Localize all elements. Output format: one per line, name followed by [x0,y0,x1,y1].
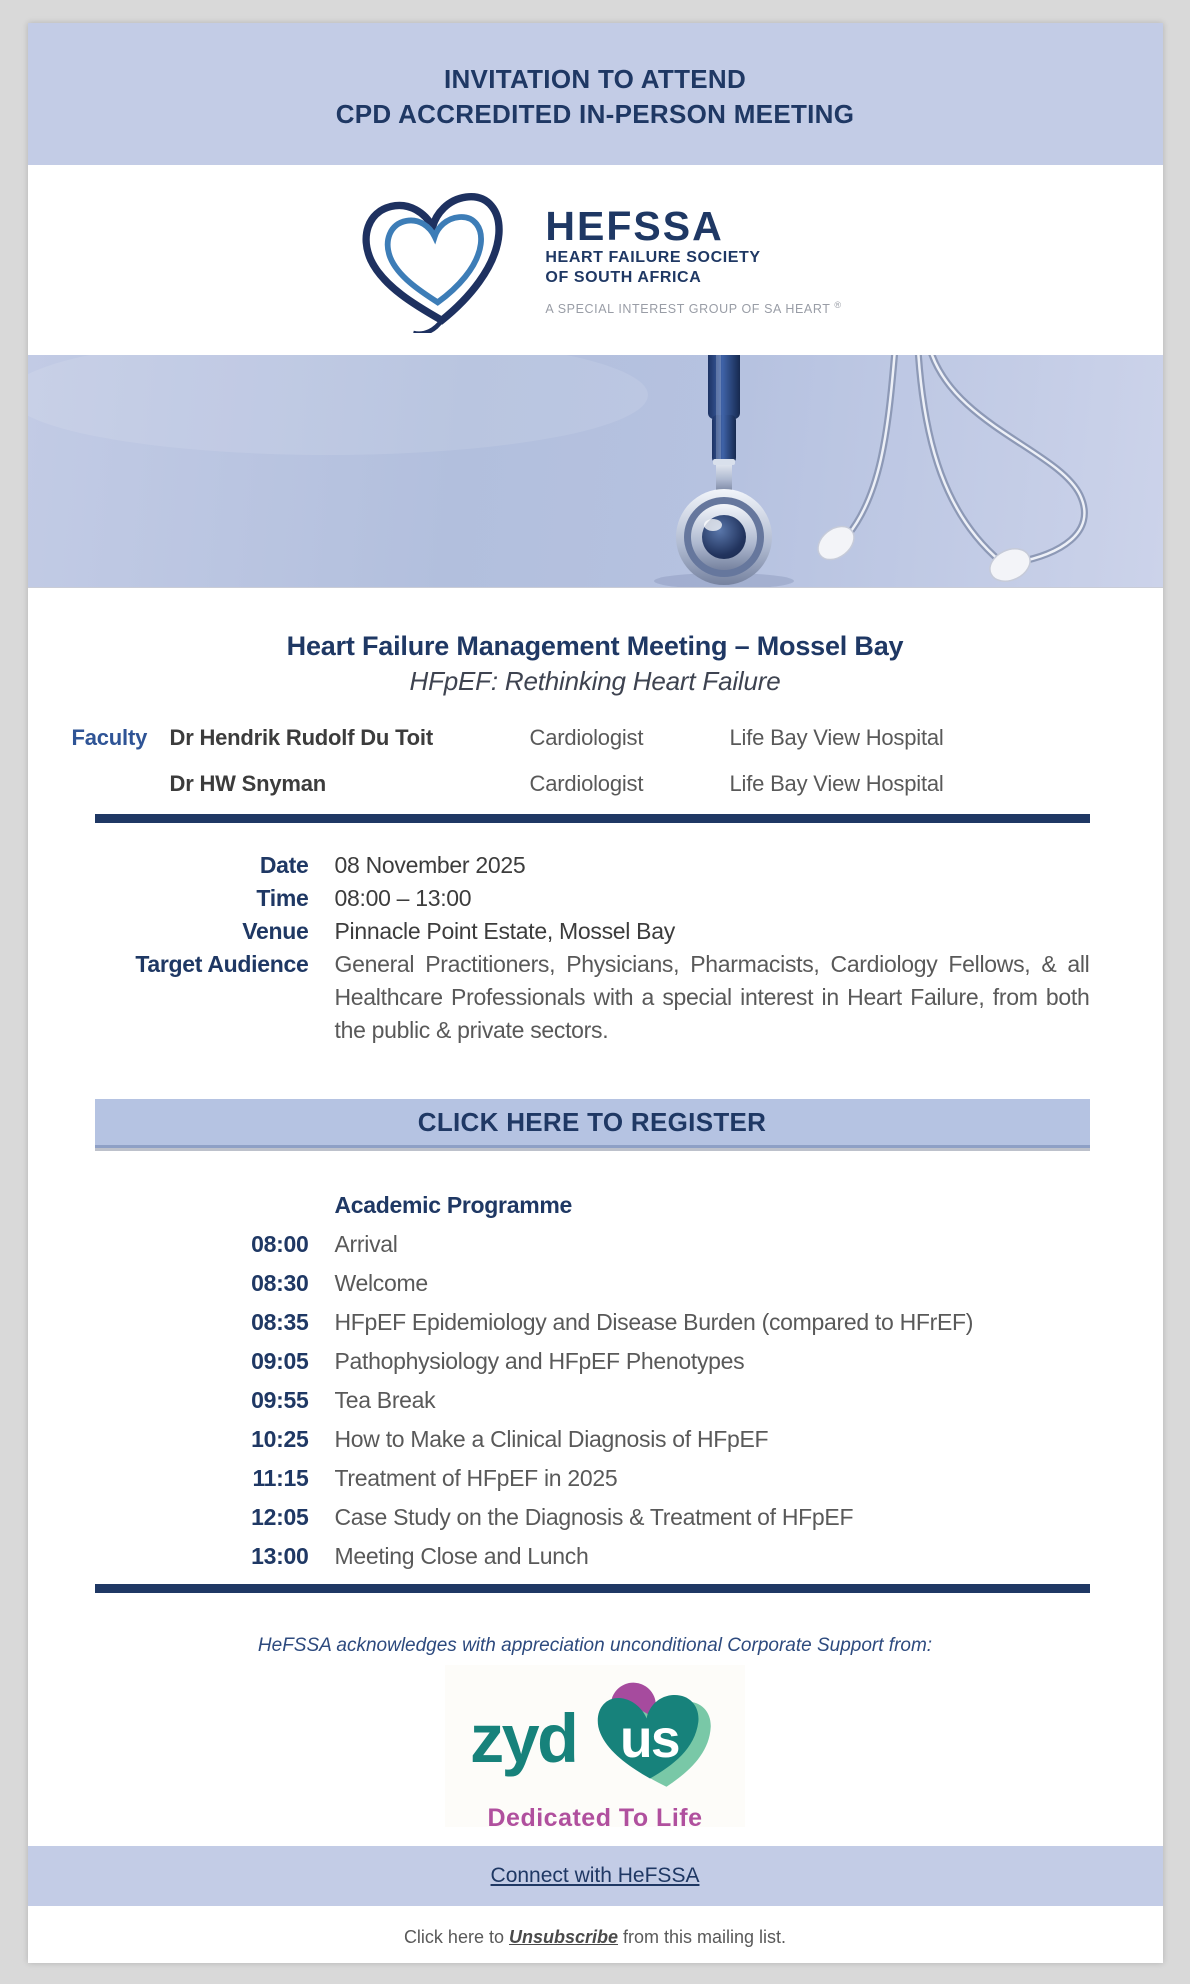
programme-time: 12:05 [251,1504,309,1530]
hefssa-name: HEFSSA [545,202,724,249]
register-button[interactable]: CLICK HERE TO REGISTER [95,1099,1090,1148]
faculty-label: Faculty [71,725,148,750]
event-title: Heart Failure Management Meeting – Mossel Bay [286,631,904,661]
sponsor-acknowledgement: HeFSSA acknowledges with appreciation unconditional Corporate Support from: [257,1635,933,1656]
unsubscribe-line [28,1924,1163,1950]
faculty-affiliation: Life Bay View Hospital [729,725,944,750]
programme-time: 08:00 [251,1231,309,1257]
hefssa-society-line2: OF SOUTH AFRICA [545,268,702,286]
programme-time: 13:00 [251,1543,309,1569]
zydus-name-part1: zyd [470,1700,577,1777]
programme-time: 10:25 [251,1426,309,1452]
programme-topic: Meeting Close and Lunch [334,1543,589,1569]
programme-topic: How to Make a Clinical Diagnosis of HFpEF [334,1426,769,1452]
hefssa-logo [28,165,1163,355]
programme-topic: Pathophysiology and HFpEF Phenotypes [334,1348,745,1374]
zydus-name-part2: us [620,1709,679,1769]
event-subtitle: HFpEF: Rethinking Heart Failure [409,666,781,696]
programme-topic: HFpEF Epidemiology and Disease Burden (compared to HFrEF) [334,1309,974,1335]
details-section [95,849,1090,1047]
programme-heading: Academic Programme [334,1192,572,1218]
stethoscope-banner-image [28,355,1163,588]
detail-label-audience: Target Audience [135,951,309,977]
programme-heading-spacer [95,1186,309,1225]
faculty-role: Cardiologist [529,725,644,750]
unsubscribe-link[interactable]: Unsubscribe [508,1927,619,1947]
hefssa-wordmark [545,204,841,316]
email-card [28,23,1163,1963]
divider-rule [95,1584,1090,1593]
detail-value-venue: Pinnacle Point Estate, Mossel Bay [334,918,675,944]
detail-label-venue: Venue [242,918,309,944]
programme-section [95,1186,1090,1576]
header-line1: INVITATION TO ATTEND [443,64,747,94]
programme-time: 09:05 [251,1348,309,1374]
unsubscribe-suffix: from this mailing list. [623,1927,787,1947]
hefssa-tagline: A SPECIAL INTEREST GROUP OF SA HEART ® [545,299,842,317]
zydus-logo [445,1665,745,1832]
programme-time: 08:30 [251,1270,309,1296]
faculty-affiliation: Life Bay View Hospital [729,771,944,796]
detail-value-audience: General Practitioners, Physicians, Pharmacists, Cardiology Fellows, & all Healthcare Professionals with a special interest in Heart Failure, from both the public & private sectors. [334,951,1090,1043]
detail-label-time: Time [256,885,309,911]
programme-topic: Welcome [334,1270,428,1296]
hefssa-society-line1: HEART FAILURE SOCIETY [545,248,761,266]
programme-topic: Arrival [334,1231,398,1257]
unsubscribe-prefix: Click here to [403,1927,504,1947]
zydus-tagline: Dedicated To Life [487,1804,703,1832]
event-header [28,629,1163,699]
programme-time: 08:35 [251,1309,309,1335]
programme-time: 11:15 [252,1465,309,1491]
detail-value-time: 08:00 – 13:00 [334,885,472,911]
header-banner [28,23,1163,165]
zydus-logo-icon [470,1675,720,1802]
faculty-section [72,715,1163,807]
divider-rule [95,814,1090,823]
faculty-name: Dr Hendrik Rudolf Du Toit [169,725,433,750]
hefssa-heart-icon [348,183,523,338]
detail-label-date: Date [259,852,309,878]
faculty-role: Cardiologist [529,771,644,796]
header-line2: CPD ACCREDITED IN-PERSON MEETING [335,99,855,129]
faculty-name: Dr HW Snyman [169,771,327,796]
programme-topic: Case Study on the Diagnosis & Treatment of HFpEF [334,1504,854,1530]
connect-link[interactable]: Connect with HeFSSA [490,1864,700,1887]
connect-bar [28,1846,1163,1906]
programme-topic: Tea Break [334,1387,436,1413]
stethoscope-illustration [28,355,1163,587]
programme-topic: Treatment of HFpEF in 2025 [334,1465,618,1491]
programme-time: 09:55 [251,1387,309,1413]
detail-value-date: 08 November 2025 [334,852,526,878]
